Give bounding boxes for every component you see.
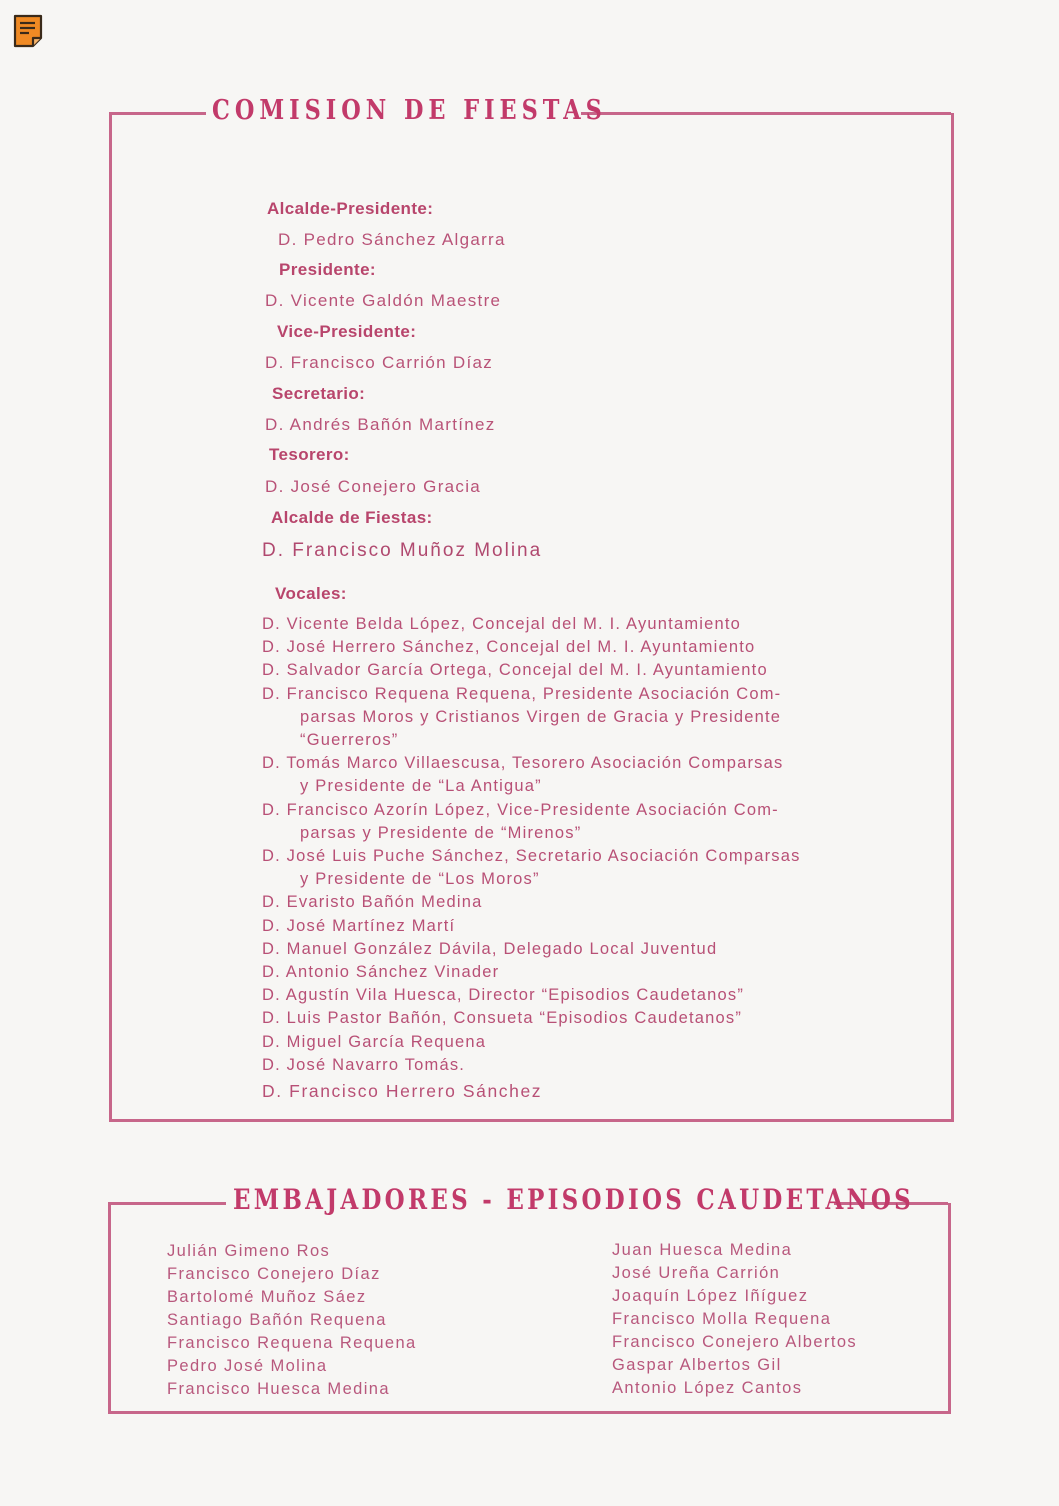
list-item: D. José Luis Puche Sánchez, Secretario Asociación Comparsas y Presidente de “Los Moros” [262,847,801,889]
comision-rule-right [581,112,951,115]
comision-rule-left [109,112,206,115]
list-item: D. José Herrero Sánchez, Concejal del M. I. Ayuntamiento [262,638,756,657]
name-tesorero: D. José Conejero Gracia [265,477,482,496]
role-vocales: Vocales: [275,584,347,603]
role-presidente: Presidente: [279,260,376,279]
name-alcalde-fiestas: D. Francisco Muñoz Molina [262,540,543,561]
list-item: Juan Huesca Medina [612,1241,793,1259]
list-item: Bartolomé Muñoz Sáez [167,1288,367,1306]
list-item: D. Francisco Azorín López, Vice-Presidente Asociación Com- parsas y Presidente de “Mirenos” [262,800,779,842]
name-presidente: D. Vicente Galdón Maestre [265,291,502,310]
list-item: D. Manuel González Dávila, Delegado Local Juventud [262,939,718,958]
list-item: D. Antonio Sánchez Vinader [262,963,500,982]
embajadores-rule-left [108,1202,226,1205]
role-vicepresidente: Vice-Presidente: [277,322,417,341]
list-item: Francisco Molla Requena [612,1310,832,1328]
embajadores-right-list [612,1239,857,1400]
list-item: José Ureña Carrión [612,1264,781,1282]
list-item: D. Luis Pastor Bañón, Consueta “Episodios Caudetanos” [262,1009,743,1028]
list-item: Pedro José Molina [167,1357,328,1375]
list-item: D. José Martínez Martí [262,916,456,935]
role-alcalde-presidente: Alcalde-Presidente: [267,199,434,218]
list-item: Joaquín López Iñíguez [612,1287,809,1305]
vocales-list [262,613,827,1103]
list-item: Julián Gimeno Ros [167,1242,331,1260]
name-vicepresidente: D. Francisco Carrión Díaz [265,353,494,372]
name-alcalde-presidente: D. Pedro Sánchez Algarra [278,230,506,249]
role-secretario: Secretario: [272,384,366,403]
list-item: Francisco Requena Requena [167,1334,417,1352]
list-item: D. Agustín Vila Huesca, Director “Episodios Caudetanos” [262,986,745,1005]
role-alcalde-fiestas: Alcalde de Fiestas: [271,508,433,527]
list-item: Santiago Bañón Requena [167,1311,387,1329]
list-item: Francisco Huesca Medina [167,1380,390,1398]
list-item: Francisco Conejero Díaz [167,1265,381,1283]
list-item: Antonio López Cantos [612,1379,803,1397]
note-icon[interactable] [13,14,43,48]
list-item: D. Francisco Herrero Sánchez [262,1081,543,1102]
embajadores-title: EMBAJADORES - EPISODIOS CAUDETANOS [233,1183,914,1216]
list-item: D. Evaristo Bañón Medina [262,893,483,912]
list-item: D. Francisco Requena Requena, Presidente Asociación Com- parsas Moros y Cristianos Virgen de Gracia y Presidente “Guerreros” [262,684,782,750]
name-secretario: D. Andrés Bañón Martínez [265,415,496,434]
list-item: D. José Navarro Tomás. [262,1055,466,1074]
list-item: D. Vicente Belda López, Concejal del M. I. Ayuntamiento [262,615,742,633]
list-item: Francisco Conejero Albertos [612,1333,858,1351]
embajadores-left-list [167,1240,417,1401]
list-item: D. Salvador García Ortega, Concejal del M. I. Ayuntamiento [262,661,768,680]
list-item: Gaspar Albertos Gil [612,1356,782,1374]
list-item: D. Tomás Marco Villaescusa, Tesorero Asociación Comparsas y Presidente de “La Antigua” [262,754,784,796]
comision-title: COMISION DE FIESTAS [212,95,607,126]
list-item: D. Miguel García Requena [262,1032,487,1051]
role-tesorero: Tesorero: [269,445,350,464]
